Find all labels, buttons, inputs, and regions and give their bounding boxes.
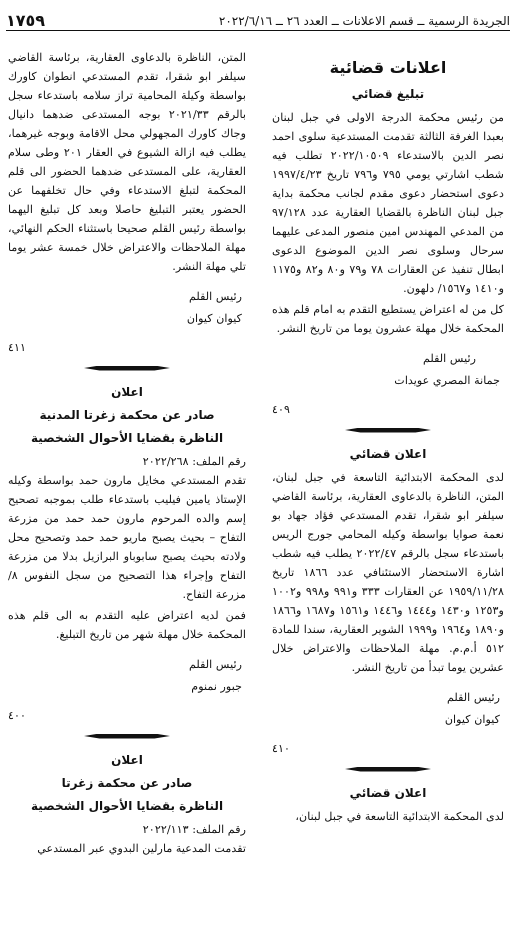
separator (8, 731, 246, 741)
signature-name: جمانة المصري عويدات (394, 374, 500, 387)
signature-title: رئيس القلم (188, 290, 242, 303)
notice-body: المتن، الناظرة بالدعاوى العقارية، برئاسة القاضي سيلفر ابو شقرا، تقدم المستدعي انطوان كاورك بواسطة وكيلة المحامية تراز سلامه باستدعاء سجل بالرقم ٢٠٢١/٣٣ بوجه المستدعى ضدهما دانيال وجاك كاورك المجهولي محل الاقامة وبوجه غيرهما، يطلب فيه ازالة الشيوع في العقار ٢٠١ وطى سلام العقارية، على المستدعى ضدهما الحضور الى قلم المحكمة لتبلغ الاستدعاء وفي حال تخلفهما عن الحضور يعتبر التبليغ حاصلا وبعد كل تبليغ اليهما بواسطة رئيس القلم صحيحا باستثناء الحكم النهائي، مهلة الملاحظات والاعتراض خلال خمسة عشر يوما تلي مهلة النشر. (8, 51, 246, 273)
notice-body: تقدم المستدعي مخايل مارون حمد بواسطة وكيله الإستاذ يامين فيليب باستدعاء طلب بموجبه تصحيح إسم والده المرحوم مارون حمد حمد من مزرعة التفاح – بحيث يصبح ماريو حمد حمد وتصحيح محل ولادته بحيث يصبح سابوباو البرازيل بدلا من مزرعة التفاح وإجراء هذا التصحيح من سجل النفوس ٨/ مزرعة التفاح. (8, 474, 246, 601)
notice-body: تقدمت المدعية مارلين البدوي عبر المستدعي (37, 842, 246, 855)
file-number: رقم الملف: ٢٠٢٢/١١٣ (142, 823, 246, 836)
notice-body: لدى المحكمة الابتدائية التاسعة في جبل لبنان، (295, 810, 504, 823)
signature-title: رئيس القلم (188, 658, 242, 671)
signature-name: كيوان كيوان (186, 312, 242, 325)
signature-name: جبور نمنوم (191, 680, 242, 693)
notice-body: من رئيس محكمة الدرجة الاولى في جبل لبنان بعبدا الغرفة الثالثة تقدمت المستدعية سلوى احمد نصر الدين بالاستدعاء ٢٠٢٢/١٠٥٠٩ تطلب فيه شطب اشارتي يومي ٧٩٥ و٧٩٦ تاريخ ١٩٩٧/٤/٢٣ دعوى استحضار دعوى مقدم لجانب محكمة بداية جبل لبنان الناظرة بالقضايا العقارية عدد ٩٧/١٢٨ من المدعي المهندس امين منصور المدعى عليهما سرحال وسلوى نصر الدين الموضوع الدعوى ابطال تنفيذ عن العقارات ٧٨ و٧٩ و٨٠ و٨٢ و١١٧٥ و١٤١٠ و١٥٦٧/ دلهون. (272, 111, 504, 295)
court-name: صادر عن محكمة زغرتا (61, 776, 193, 790)
signature (8, 286, 242, 330)
separator (8, 363, 246, 373)
notice-number: ٤١٠ (272, 742, 291, 755)
separator (272, 425, 504, 435)
signature (8, 654, 242, 698)
signature-name: كيوان كيوان (444, 713, 500, 726)
signature-title: رئيس القلم (446, 691, 500, 704)
signature (272, 687, 500, 731)
signature-title: رئيس القلم (422, 352, 476, 365)
page-header (6, 8, 510, 31)
notice-body: كل من له اعتراض يستطيع التقدم به امام قلم هذه المحكمة خلال مهلة عشرون يوما من تاريخ النشر. (272, 303, 504, 335)
notice-heading: اعلان قضائي (349, 447, 427, 461)
notice-heading: تبليغ قضائي (351, 87, 425, 101)
notice-heading: اعلان قضائي (349, 786, 427, 800)
left-column (8, 48, 246, 858)
court-jurisdiction: الناظرة بقضايا الأحوال الشخصية (30, 431, 224, 445)
file-number: رقم الملف: ٢٠٢٢/٢٦٨ (142, 455, 246, 468)
notice-heading: اعلان (111, 753, 143, 767)
notice-heading: اعلان (111, 385, 143, 399)
court-jurisdiction: الناظرة بقضايا الأحوال الشخصية (30, 799, 224, 813)
running-header: الجريدة الرسمية ــ قسم الاعلانات ــ العدد ٢٦ ــ ٢٠٢٢/٦/١٦ (218, 14, 510, 28)
notice-number: ٤٠٠ (8, 709, 27, 722)
page-number: ١٧٥٩ (6, 11, 46, 30)
court-name: صادر عن محكمة زغرتا المدنية (39, 408, 215, 422)
right-column (272, 48, 504, 826)
notice-body: لدى المحكمة الابتدائية التاسعة في جبل لبنان، المتن، الناظرة بالدعاوى العقارية، برئاسة القاضي سيلفر ابو شقرا، تقدم المستدعي فؤاد جهاد بو نعمة صوايا بواسطة وكيله المحامي جورج الريس باستدعاء سجل بالرقم ٢٠٢٢/٤٧ يطلب فيه شطب اشارة الاستحضار الاستئنافي عدد ١٨٦٦ تاريخ ١٩٥٩/١١/٢٨ عن العقارات ٣٣٣ و٩٩١ و٩٩٨ و١٠٠٢ و١٢٥٣ و١٤٣٠ و١٤٤٤ و١٤٤٦ و١٥٦١ و١٦٨٧ و١٨٦٦ و١٨٩٠ و١٩٦٤ و١٩٩٩ الشوير العقارية، سندا للمادة ٥١٢ أ.م.م. مهلة الملاحظات والاعتراض خلال عشرين يوما تبدأ من تاريخ النشر. (272, 471, 504, 674)
notice-body: فمن لديه اعتراض عليه التقدم به الى قلم هذه المحكمة خلال مهلة شهر من تاريخ التبليغ. (8, 609, 246, 641)
section-title: اعلانات قضائية (329, 58, 447, 77)
signature (272, 348, 500, 392)
notice-number: ٤١١ (8, 341, 27, 354)
separator (272, 764, 504, 774)
notice-number: ٤٠٩ (272, 403, 291, 416)
